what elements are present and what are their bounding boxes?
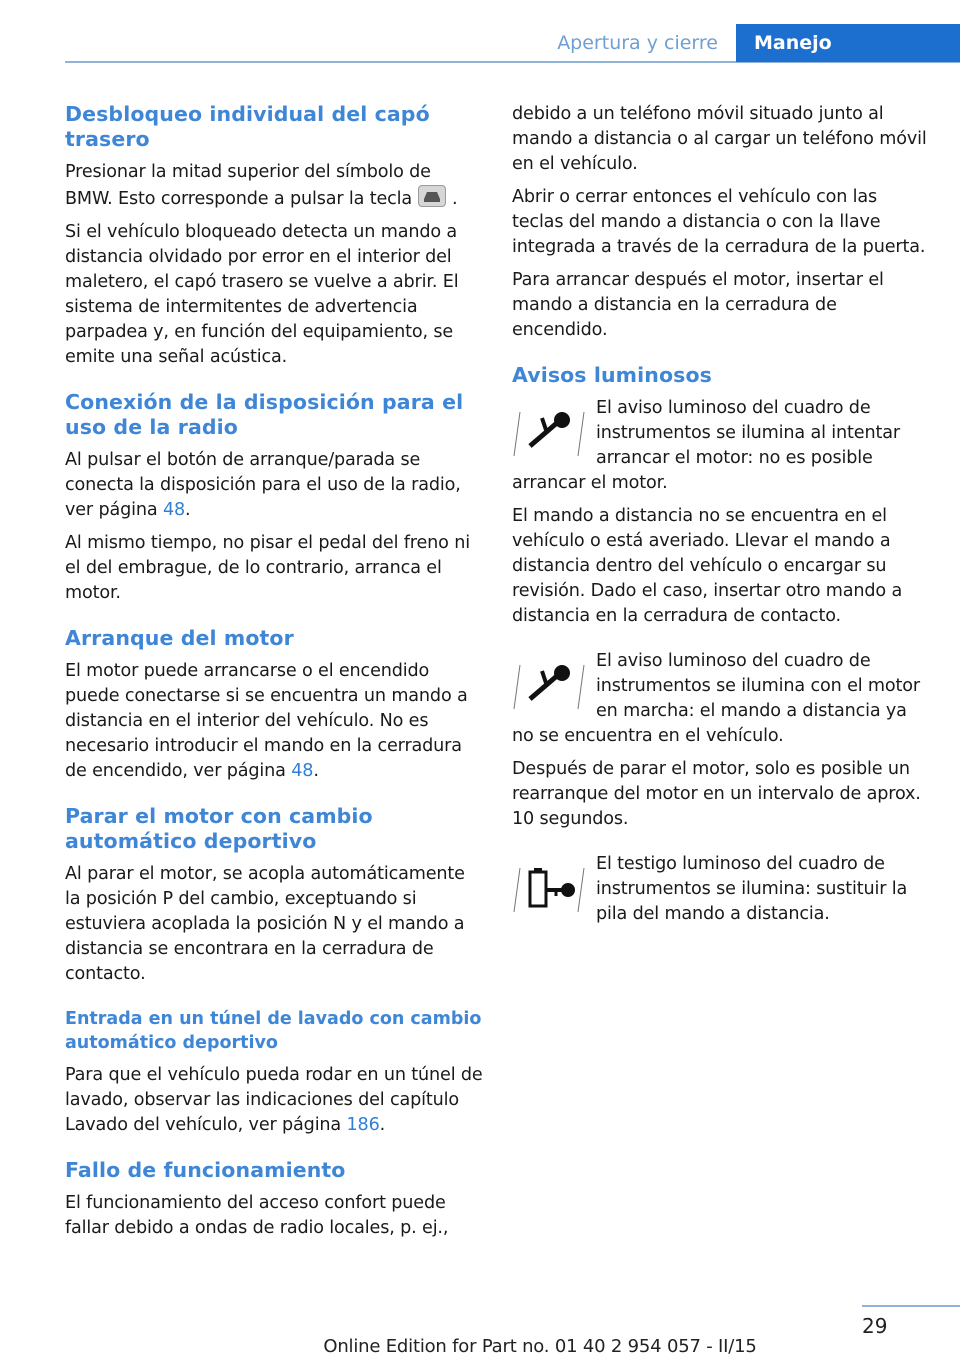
paragraph: Si el vehículo bloqueado detecta un mando a distancia olvidado por error en el interior del maletero, el capó trasero se vuelve a abrir. El sistema de intermitentes de advertencia parpadea y, en función del equipamiento, se emite una señal acústica. (65, 222, 459, 367)
edition-text: Online Edition for Part no. 01 40 2 954 057 - II/15 (323, 1336, 757, 1357)
page-number: 29 (862, 1314, 888, 1338)
paragraph: Al pulsar el botón de arranque/parada se conecta la disposición para el uso de la radio, ver página 48. (65, 450, 461, 520)
footer-rule (862, 1305, 960, 1307)
paragraph: Presionar la mitad superior del símbolo de BMW. Esto corresponde a pulsar la tecla . (65, 162, 458, 209)
key-warning-icon (512, 653, 586, 717)
header-chapter-tab[interactable]: Manejo (736, 24, 960, 62)
right-column (512, 102, 932, 935)
header-section-tab[interactable]: Apertura y cierre (557, 32, 718, 54)
key-warning-icon (512, 400, 586, 464)
left-column (65, 102, 483, 1249)
paragraph: Después de parar el motor, solo es posible un rearranque del motor en un intervalo de aprox. 10 segundos. (512, 759, 921, 829)
page-link[interactable]: 48 (162, 500, 186, 520)
paragraph: Al mismo tiempo, no pisar el pedal del freno ni el del embrague, de lo contrario, arranca el motor. (65, 533, 470, 603)
heading-parar-motor: Parar el motor con cambio automático deportivo (65, 804, 373, 853)
heading-fallo: Fallo de funcionamiento (65, 1158, 346, 1182)
warning-paragraph: El aviso luminoso del cuadro de instrumentos se ilumina al intentar arrancar el motor: no es posible arrancar el motor. (512, 398, 900, 493)
heading-radio: Conexión de la disposición para el uso de la radio (65, 390, 464, 439)
subheading-tunel-lavado: Entrada en un túnel de lavado con cambio automático deportivo (65, 1009, 482, 1053)
page-link[interactable]: 48 (291, 761, 314, 781)
heading-arranque: Arranque del motor (65, 626, 294, 650)
paragraph: El motor puede arrancarse o el encendido puede conectarse si se encuentra un mando a distancia en el interior del vehículo. No es necesario introducir el mando en la cerradura de encendido, ver página 48. (65, 661, 468, 781)
paragraph: Para arrancar después el motor, insertar el mando a distancia en la cerradura de encendido. (512, 270, 884, 340)
trunk-key-icon (418, 185, 446, 207)
page-link[interactable]: 186 (346, 1115, 380, 1135)
paragraph: debido a un teléfono móvil situado junto al mando a distancia o al cargar un teléfono móvil en el vehículo. (512, 104, 927, 174)
battery-key-icon (512, 856, 586, 920)
paragraph: Abrir o cerrar entonces el vehículo con las teclas del mando a distancia o con la llave integrada a través de la cerradura de la puerta. (512, 187, 926, 257)
heading-avisos: Avisos luminosos (512, 363, 712, 387)
warning-paragraph: El aviso luminoso del cuadro de instrumentos se ilumina con el motor en marcha: el mando a distancia ya no se encuentra en el vehículo. (512, 651, 920, 746)
paragraph: El funcionamiento del acceso confort puede fallar debido a ondas de radio locales, p. ej., (65, 1193, 449, 1238)
paragraph: Al parar el motor, se acopla automáticamente la posición P del cambio, exceptuando si estuviera acoplada la posición N y el mando a distancia se encontrara en la cerradura de contacto. (65, 864, 465, 984)
paragraph: El mando a distancia no se encuentra en el vehículo o está averiado. Llevar el mando a distancia dentro del vehículo o encargar su revisión. Dado el caso, insertar otro mando a distancia en la cerradura de contacto. (512, 506, 903, 626)
warning-paragraph: El testigo luminoso del cuadro de instrumentos se ilumina: sustituir la pila del mando a distancia. (512, 852, 932, 927)
paragraph: Para que el vehículo pueda rodar en un túnel de lavado, observar las indicaciones del capítulo Lavado del vehículo, ver página 186. (65, 1065, 483, 1135)
heading-capo-trasero: Desbloqueo individual del capó trasero (65, 102, 430, 151)
